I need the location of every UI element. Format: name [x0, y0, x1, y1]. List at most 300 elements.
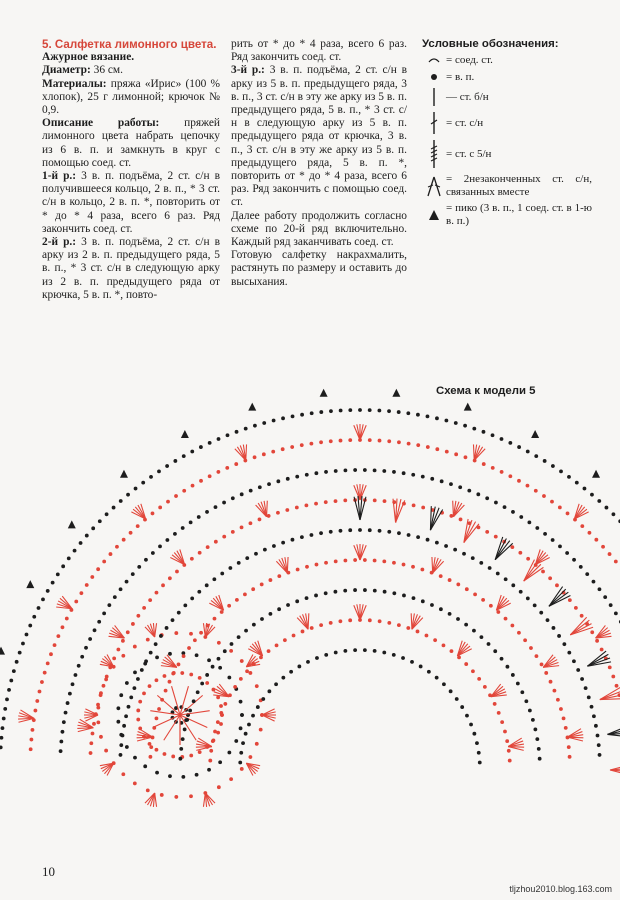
motif-ring-stitch	[116, 720, 120, 724]
doily-ring-stitch	[172, 671, 176, 675]
doily-ring-stitch	[531, 718, 535, 722]
doily-ring-stitch	[141, 481, 145, 485]
doily-ring-stitch	[66, 701, 70, 705]
doily-ring-stitch	[572, 659, 576, 663]
doily-ring-stitch	[421, 599, 425, 603]
doily-ring-stitch	[1, 726, 5, 730]
doily-ring-stitch	[329, 409, 333, 413]
doily-ring-stitch	[92, 722, 96, 726]
doily-ring-stitch	[590, 630, 594, 634]
doily-ring-stitch	[467, 489, 471, 493]
doily-fan-stitch	[246, 444, 247, 460]
doily-ring-stitch	[144, 558, 148, 562]
doily-spoke-stitch	[549, 589, 566, 606]
doily-ring-stitch	[295, 506, 299, 510]
doily-ring-stitch	[339, 529, 343, 533]
motif-ring-stitch	[240, 767, 244, 771]
doily-ring-stitch	[397, 623, 401, 627]
doily-ring-stitch	[449, 514, 453, 518]
doily-ring-stitch	[392, 561, 396, 565]
doily-ring-stitch	[363, 468, 367, 472]
doily-ring-stitch	[281, 447, 285, 451]
doily-ring-stitch	[181, 737, 185, 741]
doily-ring-stitch	[243, 592, 247, 596]
doily-ring-stitch	[454, 421, 458, 425]
doily-ring-stitch	[500, 437, 504, 441]
doily-ring-stitch	[177, 663, 181, 667]
row3-paragraph	[231, 64, 407, 209]
doily-ring-stitch	[244, 732, 248, 736]
doily-ring-stitch	[526, 557, 530, 561]
diameter-value: 36 см.	[93, 64, 123, 77]
doily-ring-stitch	[230, 642, 234, 646]
doily-ring-stitch	[122, 538, 126, 542]
article-column-1	[42, 38, 220, 302]
doily-ring-stitch	[397, 531, 401, 535]
doily-ring-stitch	[137, 565, 141, 569]
doily-ring-stitch	[416, 535, 420, 539]
doily-ring-stitch	[30, 738, 34, 742]
doily-ring-stitch	[494, 535, 498, 539]
motif-ring-stitch	[96, 720, 100, 724]
doily-ring-stitch	[472, 629, 476, 633]
motif-ring-stitch	[205, 681, 209, 685]
triple-treble-icon	[422, 139, 446, 169]
doily-ring-stitch	[79, 591, 83, 595]
motif-ring-stitch	[168, 774, 172, 778]
doily-ring-stitch	[43, 671, 47, 675]
doily-ring-stitch	[373, 649, 377, 653]
doily-ring-stitch	[383, 499, 387, 503]
doily-ring-stitch	[503, 505, 507, 509]
doily-ring-stitch	[373, 559, 377, 563]
doily-ring-stitch	[534, 489, 538, 493]
doily-ring-stitch	[551, 538, 555, 542]
doily-ring-stitch	[271, 450, 275, 454]
doily-ring-stitch	[310, 411, 314, 415]
doily-ring-stitch	[557, 634, 561, 638]
doily-ring-stitch	[251, 587, 255, 591]
doily-ring-stitch	[165, 626, 169, 630]
doily-ring-stitch	[125, 580, 129, 584]
legend-item	[422, 87, 592, 107]
doily-ring-stitch	[119, 753, 123, 757]
doily-ring-stitch	[353, 588, 357, 592]
doily-ring-stitch	[205, 583, 209, 587]
doily-ring-stitch	[479, 561, 483, 565]
doily-ring-stitch	[291, 414, 295, 418]
doily-ring-stitch	[102, 684, 106, 688]
motif-ring-stitch	[217, 785, 221, 789]
doily-ring-stitch	[519, 590, 523, 594]
doily-ring-stitch	[89, 741, 93, 745]
motif-ring-stitch	[248, 671, 252, 675]
motif-ring-stitch	[138, 700, 142, 704]
doily-ring-stitch	[208, 441, 212, 445]
picot-stitch	[68, 520, 76, 528]
doily-ring-stitch	[324, 470, 328, 474]
doily-ring-stitch	[506, 665, 510, 669]
diameter-line	[42, 64, 220, 77]
doily-ring-stitch	[267, 689, 271, 693]
doily-ring-stitch	[251, 714, 255, 718]
picot-stitch	[248, 403, 256, 411]
doily-ring-stitch	[496, 572, 500, 576]
doily-ring-stitch	[339, 439, 343, 443]
row2-text: 3 в. п. подъёма, 2 ст. с/н в арку из 2 в. п. предыдущего ряда, 5 в. п., * 3 ст. с/н в следующую арку из 2 в. п. предыдущего ряда от крючка, 5 в. п. *, повто-	[42, 236, 220, 301]
materials-line	[42, 78, 220, 118]
doily-ring-stitch	[344, 468, 348, 472]
doily-ring-stitch	[225, 466, 229, 470]
motif-ring-stitch	[229, 649, 233, 653]
doily-ring-stitch	[588, 531, 592, 535]
doily-ring-stitch	[193, 638, 197, 642]
row1-text: 3 в. п. подъёма, 2 ст. с/н в получившееся кольцо, 2 в. п., * 3 ст. с/н в кольцо, 2 в. п. *, повторить от * до * 4 раза, всего 6 раз. Ряд закончить соед. ст.	[42, 170, 220, 235]
doily-ring-stitch	[208, 474, 212, 478]
motif-fan-stitch	[203, 793, 205, 807]
doily-ring-stitch	[517, 445, 521, 449]
doily-ring-stitch	[426, 414, 430, 418]
doily-ring-stitch	[262, 421, 266, 425]
doily-ring-stitch	[21, 642, 25, 646]
doily-ring-stitch	[149, 755, 153, 759]
doily-ring-stitch	[412, 596, 416, 600]
doily-ring-stitch	[129, 695, 133, 699]
motif-ring-stitch	[219, 722, 223, 726]
doily-ring-stitch	[608, 552, 612, 556]
doily-ring-stitch	[65, 617, 69, 621]
doily-ring-stitch	[97, 620, 101, 624]
doily-ring-stitch	[444, 419, 448, 423]
doily-ring-stitch	[549, 680, 553, 684]
doily-ring-stitch	[615, 684, 619, 688]
doily-ring-stitch	[368, 528, 372, 532]
doily-ring-stitch	[213, 617, 217, 621]
doily-ring-stitch	[140, 668, 144, 672]
doily-ring-stitch	[233, 685, 237, 689]
doily-fan-stitch	[308, 613, 309, 629]
doily-ring-stitch	[237, 635, 241, 639]
doily-ring-stitch	[213, 730, 217, 734]
doily-ring-stitch	[392, 470, 396, 474]
motif-ring-stitch	[119, 693, 123, 697]
doily-ring-stitch	[144, 659, 148, 663]
doily-ring-stitch	[334, 651, 338, 655]
doily-ring-stitch	[190, 597, 194, 601]
doily-ring-stitch	[420, 568, 424, 572]
motif-ring-stitch	[207, 768, 211, 772]
doily-ring-stitch	[600, 648, 604, 652]
motif-ring-stitch	[136, 718, 140, 722]
doily-ring-stitch	[464, 455, 468, 459]
doily-ring-stitch	[254, 552, 258, 556]
doily-spoke-stitch	[607, 734, 620, 737]
doily-ring-stitch	[508, 474, 512, 478]
doily-ring-stitch	[67, 556, 71, 560]
doily-spoke-stitch	[600, 691, 620, 700]
doily-ring-stitch	[460, 705, 464, 709]
doily-ring-stitch	[584, 686, 588, 690]
motif-ring-stitch	[171, 755, 175, 759]
treble-crochet-icon	[422, 111, 446, 135]
doily-ring-stitch	[191, 484, 195, 488]
doily-ring-stitch	[358, 528, 362, 532]
legend-text: = ст. с 5/н	[446, 147, 492, 160]
doily-ring-stitch	[496, 610, 500, 614]
doily-ring-stitch	[272, 419, 276, 423]
motif-ring-stitch	[217, 641, 221, 645]
doily-ring-stitch	[152, 726, 156, 730]
doily-ring-stitch	[155, 591, 159, 595]
doily-ring-stitch	[245, 669, 249, 673]
doily-ring-stitch	[382, 560, 386, 564]
doily-ring-stitch	[465, 714, 469, 718]
doily-ring-stitch	[300, 413, 304, 417]
doily-ring-stitch	[244, 427, 248, 431]
doily-spoke-stitch	[587, 651, 606, 666]
motif-ring-stitch	[255, 684, 259, 688]
doily-ring-stitch	[508, 759, 512, 763]
doily-ring-stitch	[235, 598, 239, 602]
legend-item	[422, 202, 592, 227]
doily-spoke-stitch	[464, 524, 479, 543]
doily-ring-stitch	[165, 538, 169, 542]
motif-ring-stitch	[143, 764, 147, 768]
doily-ring-stitch	[199, 479, 203, 483]
motif-ring-stitch	[133, 756, 137, 760]
doily-ring-stitch	[448, 578, 452, 582]
doily-ring-stitch	[79, 541, 83, 545]
doily-ring-stitch	[85, 534, 89, 538]
doily-ring-stitch	[439, 574, 443, 578]
doily-ring-stitch	[493, 702, 497, 706]
doily-ring-stitch	[612, 512, 616, 516]
doily-ring-stitch	[108, 665, 112, 669]
doily-ring-stitch	[231, 496, 235, 500]
doily-ring-stitch	[149, 651, 153, 655]
doily-ring-stitch	[220, 610, 224, 614]
doily-ring-stitch	[59, 749, 63, 753]
doily-ring-stitch	[181, 526, 185, 530]
doily-ring-stitch	[46, 589, 50, 593]
doily-ring-stitch	[182, 654, 186, 658]
doily-ring-stitch	[300, 443, 304, 447]
doily-ring-stitch	[217, 437, 221, 441]
doily-ring-stitch	[51, 581, 55, 585]
doily-ring-stitch	[526, 450, 530, 454]
doily-ring-stitch	[272, 544, 276, 548]
doily-ring-stitch	[281, 541, 285, 545]
doily-ring-stitch	[239, 751, 243, 755]
doily-ring-stitch	[348, 408, 352, 412]
doily-spoke-stitch	[524, 564, 541, 581]
motif-ring-stitch	[255, 742, 259, 746]
motif-ring-stitch	[155, 678, 159, 682]
doily-ring-stitch	[12, 669, 16, 673]
picot-stitch	[464, 403, 472, 411]
doily-ring-stitch	[206, 545, 210, 549]
doily-ring-stitch	[305, 596, 309, 600]
doily-ring-stitch	[567, 745, 571, 749]
doily-ring-stitch	[421, 475, 425, 479]
doily-ring-stitch	[483, 685, 487, 689]
motif-ring-stitch	[148, 684, 152, 688]
doily-ring-stitch	[348, 438, 352, 442]
motif-ring-stitch	[248, 755, 252, 759]
doily-ring-stitch	[614, 560, 618, 564]
doily-ring-stitch	[269, 578, 273, 582]
doily-ring-stitch	[324, 591, 328, 595]
doily-ring-stitch	[136, 524, 140, 528]
doily-ring-stitch	[517, 631, 521, 635]
doily-ring-stitch	[296, 568, 300, 572]
motif-ring-stitch	[189, 673, 193, 677]
doily-ring-stitch	[363, 648, 367, 652]
motif-fan-stitch	[155, 623, 157, 637]
doily-ring-stitch	[281, 416, 285, 420]
motif-ring-stitch	[240, 659, 244, 663]
doily-ring-stitch	[504, 577, 508, 581]
doily-ring-stitch	[426, 538, 430, 542]
doily-ring-stitch	[397, 440, 401, 444]
motif-ring-stitch	[163, 674, 167, 678]
picot-stitch	[592, 470, 600, 478]
doily-ring-stitch	[214, 505, 218, 509]
doily-fan-stitch	[267, 501, 268, 517]
doily-ring-stitch	[567, 651, 571, 655]
doily-ring-stitch	[343, 559, 347, 563]
materials-label: Материалы:	[42, 77, 107, 90]
doily-ring-stitch	[450, 649, 454, 653]
doily-ring-stitch	[329, 439, 333, 443]
doily-ring-stitch	[329, 621, 333, 625]
doily-ring-stitch	[199, 631, 203, 635]
doily-ring-stitch	[572, 558, 576, 562]
doily-ring-stitch	[442, 682, 446, 686]
doily-ring-stitch	[482, 462, 486, 466]
doily-ring-stitch	[494, 501, 498, 505]
doily-ring-stitch	[456, 617, 460, 621]
doily-ring-stitch	[151, 551, 155, 555]
doily-ring-stitch	[597, 499, 601, 503]
doily-ring-stitch	[378, 619, 382, 623]
doily-ring-stitch	[319, 440, 323, 444]
doily-ring-stitch	[15, 660, 19, 664]
motif-ring-stitch	[240, 713, 244, 717]
doily-ring-stitch	[314, 471, 318, 475]
doily-ring-stitch	[535, 526, 539, 530]
doily-ring-stitch	[247, 723, 251, 727]
doily-ring-stitch	[166, 500, 170, 504]
legend-item	[422, 139, 592, 169]
doily-ring-stitch	[592, 714, 596, 718]
doily-ring-stitch	[310, 533, 314, 537]
doily-ring-stitch	[435, 416, 439, 420]
legend-text: = в. п.	[446, 70, 475, 83]
motif-ring-stitch	[181, 775, 185, 779]
motif-ring-stitch	[198, 676, 202, 680]
doily-ring-stitch	[471, 556, 475, 560]
doily-ring-stitch	[562, 716, 566, 720]
doily-ring-stitch	[256, 705, 260, 709]
doily-ring-stitch	[121, 639, 125, 643]
motif-ring-stitch	[142, 691, 146, 695]
doily-ring-stitch	[267, 514, 271, 518]
doily-ring-stitch	[353, 468, 357, 472]
doily-ring-stitch	[274, 682, 278, 686]
doily-ring-stitch	[206, 624, 210, 628]
doily-ring-stitch	[112, 506, 116, 510]
doily-ring-stitch	[223, 702, 227, 706]
doily-ring-stitch	[205, 510, 209, 514]
doily-ring-stitch	[124, 714, 128, 718]
legend-item	[422, 173, 592, 198]
doily-fan-stitch	[287, 557, 288, 573]
motif-ring-stitch	[239, 726, 243, 730]
doily-ring-stitch	[576, 668, 580, 672]
doily-ring-stitch	[568, 598, 572, 602]
doily-ring-stitch	[594, 724, 598, 728]
doily-ring-stitch	[126, 630, 130, 634]
doily-ring-stitch	[309, 442, 313, 446]
doily-ring-stitch	[289, 670, 293, 674]
motif-ring-stitch	[155, 656, 159, 660]
doily-ring-stitch	[426, 445, 430, 449]
motif-ring-stitch	[189, 632, 193, 636]
doily-ring-stitch	[96, 703, 100, 707]
doily-ring-stitch	[343, 649, 347, 653]
doily-ring-stitch	[33, 709, 37, 713]
doily-ring-stitch	[334, 590, 338, 594]
doily-ring-stitch	[53, 643, 57, 647]
doily-ring-stitch	[539, 611, 543, 615]
doily-ring-stitch	[566, 512, 570, 516]
doily-ring-stitch	[348, 618, 352, 622]
doily-ring-stitch	[518, 551, 522, 555]
doily-ring-stitch	[121, 734, 125, 738]
doily-ring-stitch	[314, 594, 318, 598]
doily-ring-stitch	[511, 510, 515, 514]
doily-ring-stitch	[262, 452, 266, 456]
doily-ring-stitch	[222, 535, 226, 539]
doily-ring-stitch	[197, 590, 201, 594]
doily-ring-stitch	[416, 630, 420, 634]
doily-ring-stitch	[343, 499, 347, 503]
doily-ring-stitch	[387, 530, 391, 534]
doily-ring-stitch	[160, 698, 164, 702]
motif-ring-stitch	[189, 754, 193, 758]
doily-ring-stitch	[155, 716, 159, 720]
doily-ring-stitch	[179, 747, 183, 751]
doily-ring-stitch	[277, 574, 281, 578]
doily-ring-stitch	[68, 692, 72, 696]
doily-ring-stitch	[442, 643, 446, 647]
doily-ring-stitch	[472, 732, 476, 736]
doily-ring-stitch	[597, 743, 601, 747]
doily-ring-stitch	[592, 580, 596, 584]
doily-ring-stitch	[497, 711, 501, 715]
doily-ring-stitch	[319, 623, 323, 627]
doily-ring-stitch	[91, 732, 95, 736]
motif-ring-stitch	[212, 688, 216, 692]
doily-ring-stitch	[353, 558, 357, 562]
doily-ring-stitch	[523, 638, 527, 642]
motif-ring-stitch	[104, 749, 108, 753]
doily-ring-stitch	[368, 618, 372, 622]
doily-ring-stitch	[173, 459, 177, 463]
legend-text: — ст. б/н	[446, 90, 489, 103]
doily-ring-stitch	[187, 646, 191, 650]
